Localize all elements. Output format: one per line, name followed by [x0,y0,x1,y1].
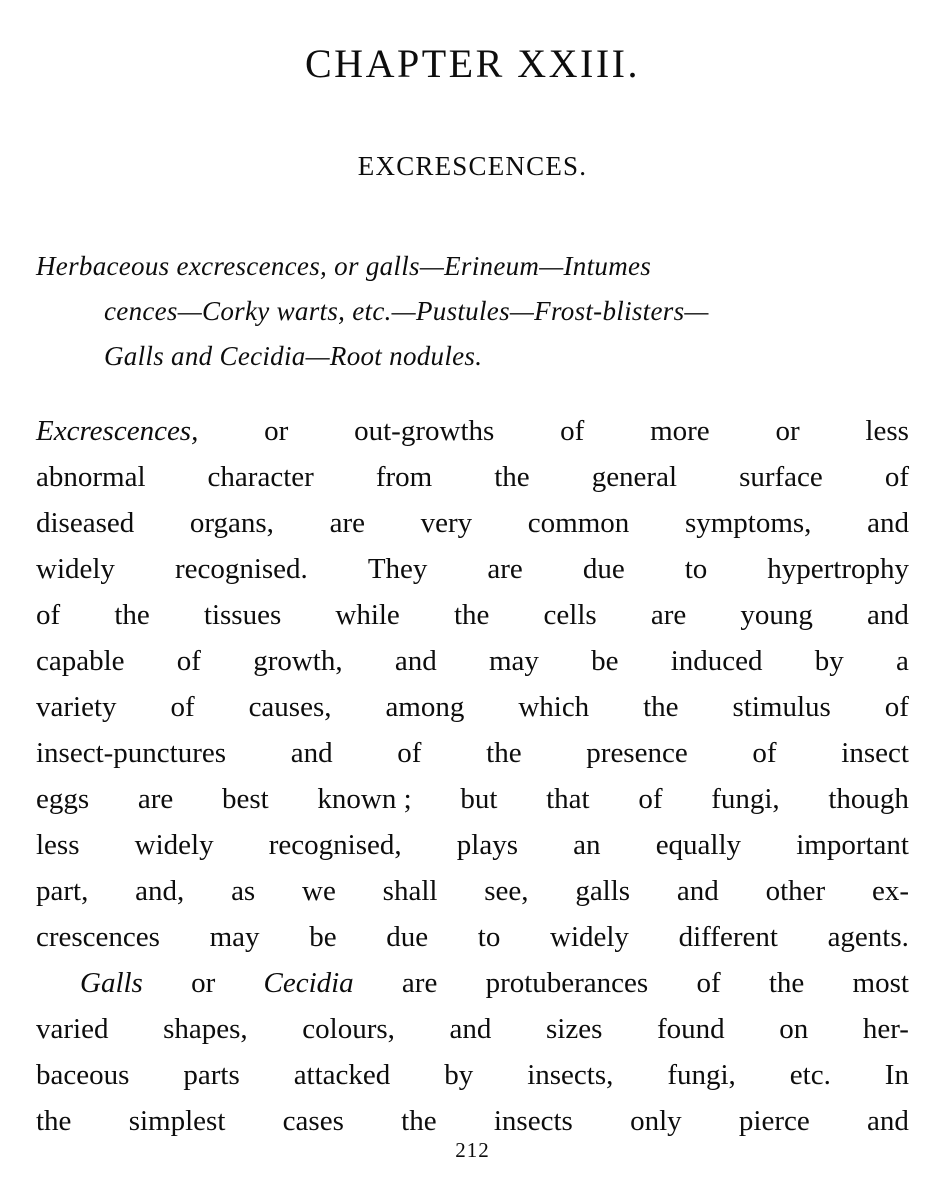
word: and [867,599,909,632]
synopsis-word: galls—Erineum—Intumes [365,251,652,281]
word: insects [493,1104,573,1137]
word: of [884,690,909,723]
synopsis-word: or [334,251,359,281]
word: shall [382,874,438,907]
word: organs, [189,507,274,540]
word: shapes, [163,1012,248,1045]
text-line [36,685,909,731]
word: of [696,966,721,999]
word: or [264,415,289,448]
word: very [420,507,473,540]
word: surface [739,461,823,494]
text-line [36,639,909,685]
synopsis-line-3: Galls and Cecidia—Root nodules. [104,341,483,372]
word: but [460,782,498,815]
text-line [36,915,909,961]
word: etc. [789,1058,831,1091]
word: presence [586,736,688,769]
word: of [752,736,777,769]
word: young [740,599,813,632]
word: known ; [317,782,412,815]
word: her- [862,1012,909,1045]
word: due [386,920,429,953]
synopsis-word: excrescences, [176,251,328,281]
text-line [36,1007,909,1053]
word: an [573,828,601,861]
chapter-title: CHAPTER XXIII. [305,41,640,86]
word: cells [543,599,597,632]
word: are [401,966,438,999]
word: and [290,736,333,769]
word: though [828,782,909,815]
word: widely [550,920,629,953]
word: insect-punctures [36,736,227,769]
word: the [36,1104,72,1137]
text-line [36,823,909,869]
word: growth, [253,645,343,677]
word: of [176,645,201,677]
word: and [867,507,909,540]
word: fungi, [711,782,780,815]
word: equally [655,828,742,861]
text-line [36,961,909,1007]
word: or [775,415,800,448]
word: are [137,782,174,815]
word: common [527,507,630,540]
word: a [896,645,909,677]
word: out-growths [354,415,495,448]
word: diseased [36,507,135,540]
word: of [36,599,61,632]
text-line [36,869,909,915]
word: of [397,736,422,769]
word: crescences [36,920,160,953]
word: see, [484,874,529,907]
word: which [518,690,590,723]
word: recognised, [268,828,402,861]
word: may [209,920,260,953]
synopsis-word: Herbaceous [36,251,170,281]
word: on [779,1012,809,1045]
word: of [638,782,663,815]
emphasis-word: Excrescences, [36,415,199,448]
word: the [486,736,522,769]
word: cases [282,1104,344,1137]
word: due [582,553,625,586]
word: while [335,599,400,632]
word: only [630,1104,682,1137]
word: eggs [36,782,90,815]
word: pierce [738,1104,810,1137]
word: induced [670,645,763,677]
word: and [394,645,437,677]
word: widely [134,828,214,861]
synopsis-word: warts, [276,296,346,327]
paragraph-galls [36,961,909,1145]
word: plays [456,828,518,861]
word: variety [36,690,117,723]
page-number: 212 [455,1138,490,1162]
word: more [650,415,710,448]
word: of [884,461,909,494]
word: symptoms, [684,507,812,540]
word: parts [183,1058,240,1091]
word: colours, [302,1012,395,1045]
word: sizes [545,1012,603,1045]
word: or [191,966,216,999]
word: stimulus [732,690,831,723]
word: be [591,645,619,677]
word: galls [575,874,631,907]
text-line [36,409,909,455]
text-line [36,731,909,777]
word: abnormal [36,461,146,494]
text-line [36,593,909,639]
word: general [591,461,678,494]
text-line [36,1053,909,1099]
text-line [36,777,909,823]
word: widely [36,553,115,586]
word: from [375,461,433,494]
word: part, [36,874,89,907]
word: the [401,1104,437,1137]
word: the [494,461,530,494]
word: and [867,1104,909,1137]
word: protuberances [485,966,649,999]
word: as [231,874,256,907]
word: less [36,828,80,861]
word: different [678,920,778,953]
word: we [302,874,336,907]
word: In [884,1058,909,1091]
word: best [221,782,269,815]
word: tissues [203,599,282,632]
word: hypertrophy [767,553,909,586]
word: most [852,966,909,999]
word: varied [36,1012,109,1045]
word: simplest [128,1104,226,1137]
word: They [367,553,428,586]
word: may [488,645,539,677]
emphasis-word: Galls [80,966,143,999]
synopsis-line-2 [36,289,907,334]
word: causes, [248,690,332,723]
word: character [207,461,314,494]
word: by [444,1058,474,1091]
text-line [36,547,909,593]
word: ex- [871,874,909,907]
word: fungi, [667,1058,736,1091]
word: insects, [527,1058,614,1091]
synopsis-word: etc.—Pustules—Frost-blisters— [352,296,709,327]
word: the [114,599,150,632]
word: baceous [36,1058,130,1091]
word: that [546,782,590,815]
word: the [643,690,679,723]
section-title: EXCRESCENCES. [357,151,588,181]
paragraph-excrescences [36,409,909,960]
word: to [477,920,501,953]
word: and, [135,874,185,907]
word: to [684,553,708,586]
word: attacked [293,1058,391,1091]
synopsis-word: cences—Corky [104,296,270,327]
word: the [768,966,805,999]
word: the [453,599,490,632]
word: of [560,415,585,448]
word: recognised. [174,553,308,586]
word: among [385,690,465,723]
word: by [814,645,844,677]
synopsis-line-1 [36,244,907,289]
word: insect [841,736,909,769]
emphasis-word: Cecidia [263,966,354,999]
word: and [449,1012,492,1045]
word: of [170,690,195,723]
text-line [36,455,909,501]
word: capable [36,645,125,677]
word: are [487,553,523,586]
word: important [796,828,909,861]
word: be [309,920,337,953]
chapter-synopsis [36,244,909,379]
word: and [676,874,719,907]
word: less [865,415,909,448]
word: are [329,507,365,540]
word: agents. [827,920,909,953]
text-line [36,501,909,547]
word: other [765,874,826,907]
word: found [656,1012,725,1045]
word: are [650,599,687,632]
